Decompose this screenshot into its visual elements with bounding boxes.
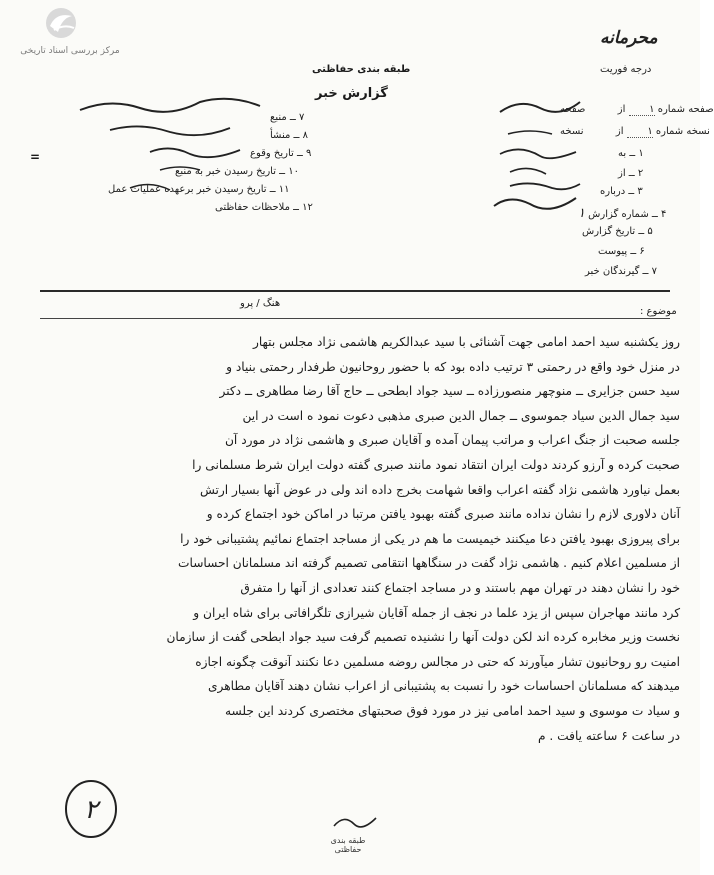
body-line: و سیاد ت موسوی و سید احمد امامی نیز در مورد فوق صحبتهای مختصری کردند این جلسه bbox=[224, 703, 680, 718]
report-title: گزارش خبر bbox=[315, 86, 388, 101]
classification-label: طبقه بندی حفاظتی bbox=[312, 64, 411, 75]
circled-number: ۲ bbox=[84, 795, 98, 825]
topic-divider bbox=[40, 318, 670, 319]
corner-handwriting: محرمانه bbox=[600, 28, 658, 48]
margin-mark: = bbox=[30, 150, 41, 164]
section-sub-label: هنگ / پرو bbox=[240, 298, 281, 309]
body-line: آنان دلاوری لازم را نشان نداده مانند صبری گفته بهبود یافتن مرتبا در اماکن خود اجتماع کرده و bbox=[206, 507, 680, 522]
copy-number-field: نسخه شماره ۱ از نسخه bbox=[560, 126, 710, 137]
recipients-field: ۷ ــ گیرندگان خبر bbox=[585, 266, 657, 277]
body-line: نخست وزیر مخابره کرده اند لکن دولت آنها را نشنیده تصمیم گرفت سید جواد ابطحی گفت از سازمان bbox=[166, 630, 680, 645]
body-line: سید جمال الدین سیاد جموسوی ــ جمال الدین صبری مذهبی دعوت نمود ه است در این bbox=[242, 408, 680, 423]
body-line: بعمل نیاورد هاشمی نژاد گفته اعراب واقعا شهامت بخرج داده اند ولی در عوض آنها بسیار ارتش bbox=[199, 482, 680, 497]
body-line: میدهند که مسلمانان احساسات خود را نسبت به پشتیبانی از اعراب نشان دهند آقایان مطاهری bbox=[207, 679, 680, 694]
attachment-field: ۶ ــ پیوست bbox=[598, 246, 645, 257]
news-to-operation-date-field: ۱۱ ــ تاریخ رسیدن خبر برعهده عملیات عمل bbox=[108, 184, 290, 195]
archive-watermark-text: مرکز بررسی اسناد تاریخی bbox=[20, 46, 120, 56]
body-line: در ساعت ۶ ساعته یافت . م bbox=[537, 728, 680, 743]
about-field: ۳ ــ درباره bbox=[600, 186, 643, 197]
header-divider bbox=[40, 290, 670, 292]
archive-logo-icon bbox=[44, 6, 78, 40]
archive-logo bbox=[10, 6, 120, 62]
right-handwriting-marks bbox=[480, 94, 600, 294]
body-line: روز یکشنبه سید احمد امامی جهت آشنائی با سید عبدالکریم هاشمی نژاد مجلس بتهار bbox=[252, 335, 680, 349]
classification-stamp: طبقه بندی حفاظتی bbox=[330, 836, 366, 854]
report-body bbox=[60, 330, 680, 748]
body-line: از مسلمین اعلام کنیم . هاشمی نژاد گفت در سنگاهها انتقامی تصمیم گرفته اند مسلمانان احساسات bbox=[178, 556, 680, 571]
body-line: جلسه صحبت از جنگ اعراب و مراتب پیمان آمده و آقایان صبری و هاشمی نژاد در مورد آن bbox=[224, 433, 680, 448]
body-line: سید حسن جزایری ــ منوچهر منصورزاده ــ سید جواد ابطحی ــ حاج آقا رضا مطاهری ــ دکتر bbox=[219, 384, 680, 399]
topic-label: موضوع : bbox=[640, 306, 677, 317]
security-notes-field: ۱۲ ــ ملاحظات حفاظتی bbox=[215, 202, 313, 213]
body-line: برای پیروزی بهبود یافتن دعا میکنند خیمیست ما هم در یکی از مساجد اجتماع نمائیم پشتیبانی خود را bbox=[180, 531, 680, 546]
signature-mark bbox=[330, 810, 380, 834]
left-handwriting-marks bbox=[70, 96, 270, 206]
urgency-label: درجه فوریت bbox=[600, 64, 652, 75]
body-line: کرد مانند مهاجران سپس از یزد علما در نجف از جمله آقایان شیرازی تلگرافاتی برای شاه ایران و bbox=[193, 605, 680, 620]
body-line: صحبت کرده و آرزو کردند دولت ایران انتقاد نمود مانند صبری گفته دولت ایران شرط مسلمانی را bbox=[192, 457, 680, 472]
page-number-field: صفحه شماره ۱ از صفحه bbox=[560, 104, 714, 115]
report-number-field: ۴ ــ شماره گزارش ۱ bbox=[578, 206, 667, 221]
from-field: ۲ ــ از bbox=[618, 168, 644, 179]
occurrence-date-field: ۹ ــ تاریخ وقوع bbox=[250, 148, 312, 159]
report-date-field: ۵ ــ تاریخ گزارش bbox=[582, 226, 653, 237]
news-to-source-date-field: ۱۰ ــ تاریخ رسیدن خبر به منبع bbox=[175, 166, 299, 177]
source-field: ۷ ــ منبع bbox=[270, 112, 305, 123]
to-field: ۱ ــ به bbox=[618, 148, 644, 159]
body-line: امنیت رو روحانیون تشار میآورند که حتی در مجالس روضه مسلمین دعا نکنند آنوقت چگونه اجازه bbox=[195, 654, 680, 669]
origin-field: ۸ ــ منشأ bbox=[270, 130, 308, 141]
body-line: خود را نشان دهند در تهران مهم باستند و در مساجد اجتماع کنند تعدادی از آنها را متفرق bbox=[240, 580, 680, 595]
body-line: در منزل خود واقع در رحمتی ۳ ترتیب داده بود که با حضور روحانیون طرفدار رحمتی بنیاد و bbox=[226, 359, 680, 374]
circled-number-mark bbox=[62, 778, 120, 840]
